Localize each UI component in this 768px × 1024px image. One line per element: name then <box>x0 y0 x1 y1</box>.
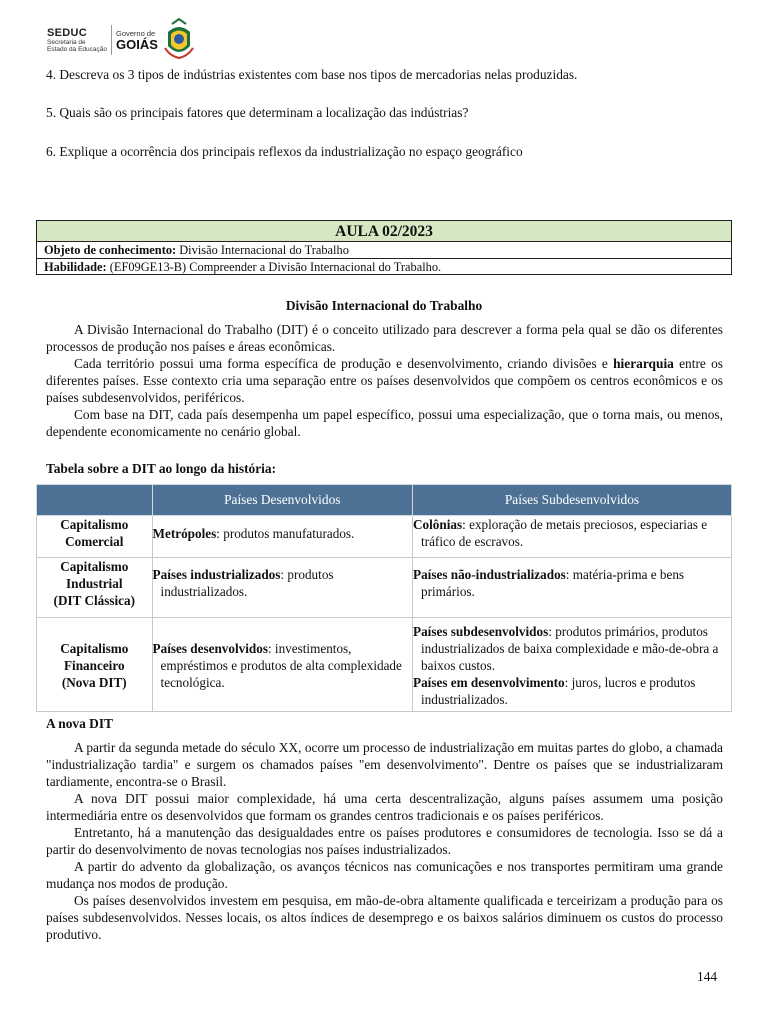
intro-text <box>46 321 723 440</box>
logo-divider <box>111 25 112 55</box>
dit-history-table <box>36 484 732 712</box>
developed-entry <box>153 558 412 600</box>
developed-term: Metrópoles <box>152 526 217 541</box>
new-dit-paragraph-2: A nova DIT possui maior complexidade, há uma certa descentralização, alguns países assumem uma posição intermediária entre os desenvolvidos que formam os grandes centros tradicionais e os países periféricos. <box>46 791 723 823</box>
developed-entry <box>153 618 412 691</box>
period-name-line-2: Industrial <box>66 576 123 591</box>
developed-term: Países industrializados <box>152 567 281 582</box>
underdeveloped-entry <box>413 516 731 550</box>
knowledge-object-row <box>37 242 731 258</box>
developed-description: : produtos industrializados. <box>160 567 334 599</box>
new-dit-paragraph-4: A partir do advento da globalização, os avanços técnicos nas comunicações e nos transportes permitiram uma grande mudança nos modos de produção. <box>46 859 723 891</box>
knowledge-object-value: Divisão Internacional do Trabalho <box>176 243 349 257</box>
intro-paragraph-1: A Divisão Internacional do Trabalho (DIT) é o conceito utilizado para descrever a forma pela qual se dão os diferentes processos de produção nos países e áreas econômicas. <box>46 322 723 354</box>
state-name: GOIÁS <box>116 37 158 52</box>
government-label: Governo de <box>116 29 156 38</box>
question-5: 5. Quais são os principais fatores que determinam a localização das indústrias? <box>46 105 469 120</box>
underdeveloped-entry <box>413 558 731 600</box>
row-period-name <box>37 558 153 618</box>
underdeveloped-description: : produtos primários, produtos industrializados de baixa complexidade e mão-de-obra a baixos custos. <box>421 624 719 673</box>
intro-paragraph-2 <box>46 355 723 406</box>
row-period-name <box>37 516 153 558</box>
seduc-title: SEDUC <box>47 26 88 39</box>
table-header-empty <box>37 485 153 516</box>
new-dit-paragraph-1: A partir da segunda metade do século XX, ocorre um processo de industrialização em muitas partes do globo, a chamada "industrialização tardia" e surgem os chamados países "em desenvolvimento". Dentre os países que se industrializaram tardiamente, encontra-se o Brasil. <box>46 740 723 789</box>
header-logo <box>45 16 207 64</box>
skill-value: (EF09GE13-B) Compreender a Divisão Internacional do Trabalho. <box>106 259 442 274</box>
underdeveloped-term: Países subdesenvolvidos <box>413 624 549 639</box>
new-dit-paragraph-3: Entretanto, há a manutenção das desigualdades entre os países produtores e consumidores de tecnologia. Isso se dá a partir do desenvolvimento de novas tecnologias nos países industrializados. <box>46 825 723 857</box>
developing-description: : juros, lucros e produtos industrializados. <box>421 675 696 707</box>
developed-description: : produtos manufaturados. <box>216 526 355 541</box>
table-row <box>37 558 732 618</box>
state-crest-icon <box>162 18 196 62</box>
lesson-header-box <box>36 220 732 275</box>
lesson-title: AULA 02/2023 <box>37 221 731 242</box>
period-name-line-1: Capitalismo <box>60 641 129 656</box>
period-name-line-3: (DIT Clássica) <box>53 593 135 608</box>
seduc-subtitle-2: Estado da Educação <box>47 45 107 53</box>
period-name-line-2: Comercial <box>65 534 124 549</box>
developed-term: Países desenvolvidos <box>152 641 268 656</box>
question-6: 6. Explique a ocorrência dos principais reflexos da industrialização no espaço geográfico <box>46 144 523 159</box>
underdeveloped-entry <box>413 618 731 674</box>
seduc-logo <box>47 28 107 53</box>
row-underdeveloped-cell <box>413 558 732 618</box>
intro-paragraph-2-start: Cada território possui uma forma específica de produção e desenvolvimento, criando divisões e <box>74 356 614 371</box>
intro-paragraph-2-bold: hierarquia <box>613 356 674 371</box>
skill-row <box>37 258 731 275</box>
row-developed-cell <box>152 558 412 618</box>
row-developed-cell <box>152 516 412 558</box>
skill-label: Habilidade: <box>44 259 107 274</box>
knowledge-object-label: Objeto de conhecimento: <box>44 243 177 257</box>
question-4: 4. Descreva os 3 tipos de indústrias existentes com base nos tipos de mercadorias nelas produzidas. <box>46 67 578 82</box>
underdeveloped-description: : exploração de metais preciosos, especiarias e tráfico de escravos. <box>421 517 708 549</box>
period-name-line-3: (Nova DIT) <box>61 675 127 690</box>
table-header-row <box>37 485 732 516</box>
developing-term: Países em desenvolvimento <box>413 675 565 690</box>
new-dit-paragraph-5: Os países desenvolvidos investem em pesquisa, em mão-de-obra altamente qualificada e terceirizam a produção para os países subdesenvolvidos. Nesses locais, os altos índices de desemprego e os baixos salários diminuem os custos do processo produtivo. <box>46 893 723 942</box>
government-logo <box>116 29 158 51</box>
table-header-underdeveloped: Países Subdesenvolvidos <box>413 485 732 516</box>
intro-paragraph-3: Com base na DIT, cada país desempenha um papel específico, possui uma especialização, que o torna mais, ou menos, dependente economicamente no cenário global. <box>46 407 723 439</box>
table-row <box>37 618 732 712</box>
period-name-line-2: Financeiro <box>63 658 125 673</box>
row-underdeveloped-cell <box>413 516 732 558</box>
page-number: 144 <box>697 969 718 984</box>
intro-paragraph-2-end: entre os diferentes países. Esse contexto cria uma separação entre os países desenvolvidos que compõem os centros econômicos e os países subdesenvolvidos, periféricos. <box>46 356 723 405</box>
table-caption: Tabela sobre a DIT ao longo da história: <box>46 461 277 476</box>
developed-description: : investimentos, empréstimos e produtos de alta complexidade tecnológica. <box>160 641 402 690</box>
new-dit-title: A nova DIT <box>46 716 113 731</box>
row-underdeveloped-cell <box>413 618 732 712</box>
period-name-line-1: Capitalismo <box>60 517 129 532</box>
seduc-subtitle-1: Secretaria de <box>47 38 86 46</box>
row-developed-cell <box>152 618 412 712</box>
developed-entry <box>153 516 412 542</box>
period-name-line-1: Capitalismo <box>60 559 129 574</box>
underdeveloped-description: : matéria-prima e bens primários. <box>421 567 685 599</box>
developing-entry <box>413 674 731 708</box>
table-row <box>37 516 732 558</box>
row-period-name <box>37 618 153 712</box>
section-title: Divisão Internacional do Trabalho <box>285 298 483 313</box>
table-header-developed: Países Desenvolvidos <box>152 485 412 516</box>
underdeveloped-term: Colônias <box>413 517 463 532</box>
new-dit-text <box>46 739 723 943</box>
underdeveloped-term: Países não-industrializados <box>413 567 566 582</box>
